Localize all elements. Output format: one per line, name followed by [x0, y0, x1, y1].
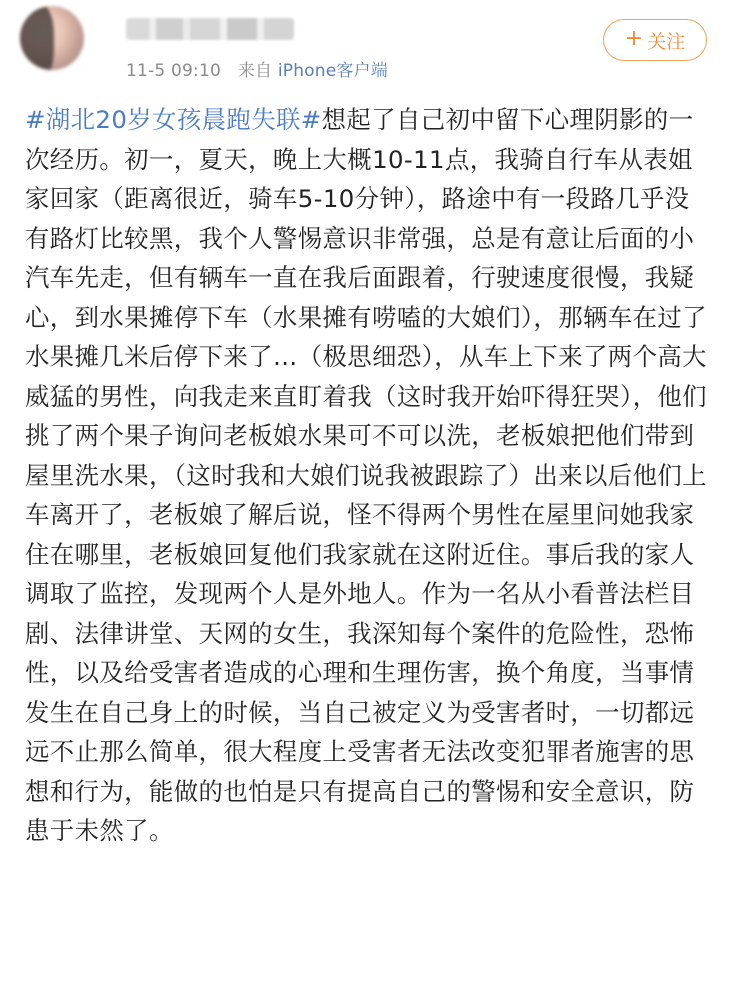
plus-icon: +: [624, 26, 644, 51]
post-text: 想起了自己初中留下心理阴影的一次经历。初一，夏天，晚上大概10-11点，我骑自行车从表姐家回家（距离很近，骑车5-10分钟），路途中有一段路几乎没有路灯比较黑，我个人警惕意识非常强，总是有意让后面的小汽车先走，但有辆车一直在我后面跟着，行驶速度很慢，我疑心，到水果摊停下车（水果摊有唠嗑的大娘们），那辆车在过了水果摊几米后停下来了…（极思细恐），从车上下来了两个高大威猛的男性，向我走来直盯着我（这时我开始吓得狂哭），他们挑了两个果子询问老板娘水果可不可以洗，老板娘把他们带到屋里洗水果，（这时我和大娘们说我被跟踪了）出来以后他们上车离开了，老板娘了解后说，怪不得两个男性在屋里问她我家住在哪里，老板娘回复他们我家就在这附近住。事后我的家人调取了监控，发现两个人是外地人。作为一名从小看普法栏目剧、法律讲堂、天网的女生，我深知每个案件的危险性，恐怖性，以及给受害者造成的心理和生理伤害，换个角度，当事情发生在自己身上的时候，当自己被定义为受害者时，一切都远远不止那么简单，很大程度上受害者无法改变犯罪者施害的思想和行为，能做的也怕是只有提高自己的警惕和安全意识，防患于未然了。: [25, 105, 707, 845]
post-meta: [126, 56, 388, 81]
username-redacted[interactable]: [126, 18, 294, 40]
post-from-label: 来自: [237, 61, 273, 81]
post-source[interactable]: iPhone客户端: [277, 61, 389, 81]
post-body: [25, 100, 707, 851]
follow-label: 关注: [647, 30, 686, 53]
follow-button[interactable]: [603, 19, 707, 61]
avatar[interactable]: [20, 6, 84, 70]
post-header: [0, 0, 734, 96]
post-time: 11-5 09:10: [126, 61, 221, 81]
hashtag-link[interactable]: #湖北20岁女孩晨跑失联#: [25, 105, 322, 134]
